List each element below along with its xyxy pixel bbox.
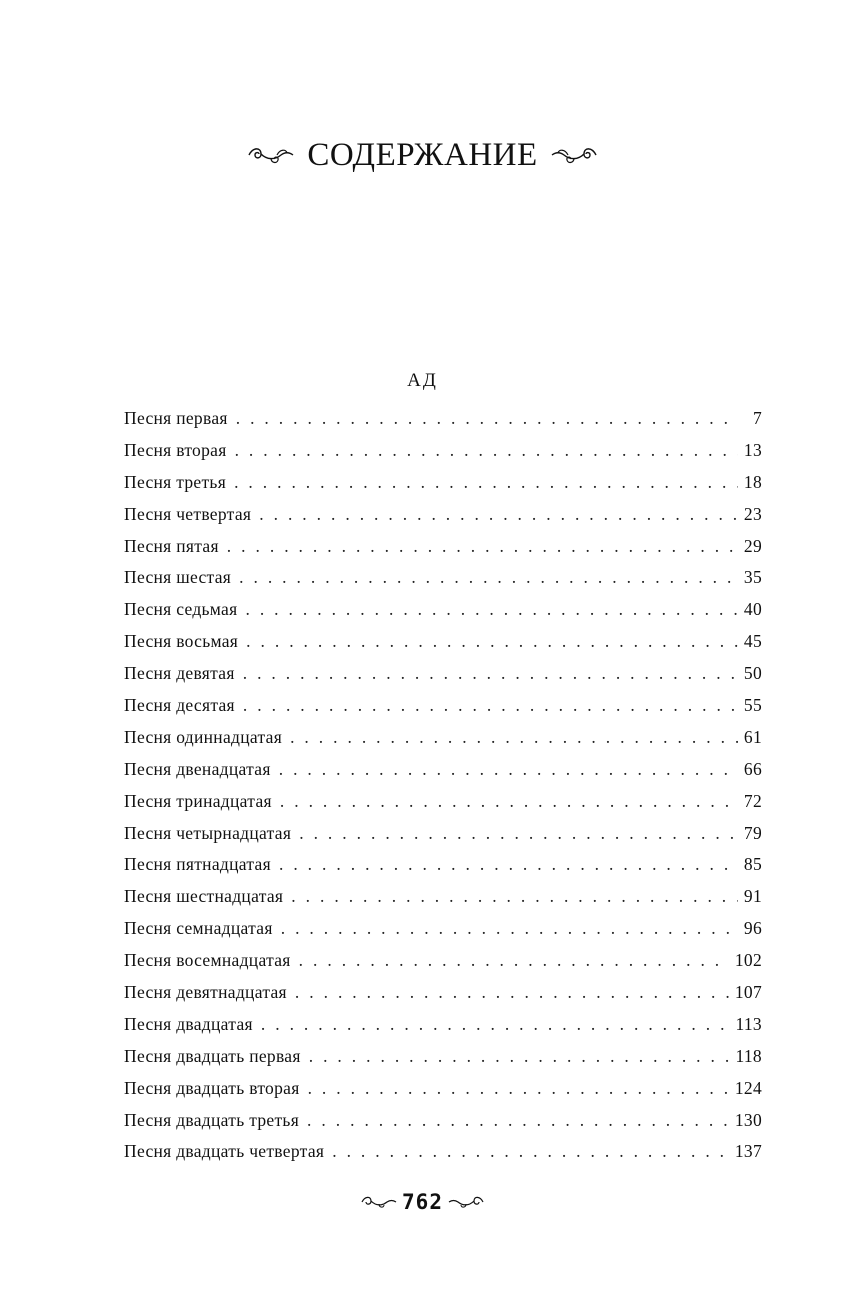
toc-entry-label: Песня двадцать вторая [124, 1077, 300, 1098]
toc-entry [124, 408, 762, 440]
dot-leader [246, 631, 738, 652]
toc-entry-page: 55 [743, 695, 762, 716]
toc-entry-label: Песня вторая [124, 439, 227, 460]
page-footer [0, 1190, 845, 1214]
toc-entry-label: Песня первая [124, 408, 228, 428]
toc-entry-page: 35 [743, 567, 762, 588]
toc-entry-label: Песня двадцать третья [124, 1109, 300, 1130]
toc-entry-label: Песня двадцатая [124, 1013, 253, 1034]
dot-leader [281, 918, 738, 939]
flourish-right-icon [550, 144, 598, 166]
toc-entry-label: Песня девятнадцатая [124, 982, 287, 1003]
dot-leader [332, 1141, 729, 1162]
folio-flourish-right-icon [447, 1194, 485, 1210]
toc-entry-label: Песня пятнадцатая [124, 854, 271, 875]
toc-entry-label: Песня семнадцатая [124, 918, 273, 939]
dot-leader [308, 1078, 729, 1099]
page-title: СОДЕРЖАНИЕ [307, 137, 538, 173]
toc-entry-label: Песня двенадцатая [124, 758, 271, 779]
toc-entry-page: 50 [743, 663, 762, 684]
toc-entry-page: 102 [734, 950, 762, 971]
toc-entry [124, 472, 762, 504]
section-title: АД [407, 370, 438, 391]
toc-entry-page: 72 [743, 790, 762, 811]
dot-leader [291, 886, 738, 907]
toc-entry-label: Песня одиннадцатая [124, 726, 283, 747]
dot-leader [235, 440, 738, 461]
page-number: 762 [402, 1190, 443, 1214]
toc-entry [124, 1110, 762, 1142]
toc-entry [124, 1046, 762, 1078]
dot-leader [227, 536, 738, 557]
toc-entry-label: Песня третья [124, 471, 227, 492]
toc-entry [124, 536, 762, 568]
toc-entry [124, 791, 762, 823]
toc-entry-page: 118 [735, 1045, 762, 1066]
toc-entry [124, 599, 762, 631]
dot-leader [243, 695, 738, 716]
toc-entry-page: 130 [734, 1109, 762, 1130]
toc-entry-page: 29 [743, 535, 762, 556]
toc-entry-page: 13 [743, 439, 762, 460]
toc-entry-label: Песня четвертая [124, 503, 252, 524]
toc-entry [124, 1078, 762, 1110]
toc-entry [124, 440, 762, 472]
folio-flourish-left-icon [360, 1194, 398, 1210]
dot-leader [280, 791, 738, 812]
toc-entry-page: 61 [743, 726, 762, 747]
toc-entry-page: 91 [743, 886, 762, 907]
toc-entry-label: Песня двадцать четвертая [124, 1141, 325, 1162]
toc-entry [124, 982, 762, 1014]
toc-entry [124, 631, 762, 663]
toc-entry [124, 759, 762, 791]
toc-entry-page: 107 [734, 982, 762, 1003]
dot-leader [299, 823, 738, 844]
toc-entry [124, 950, 762, 982]
dot-leader [290, 727, 738, 748]
toc-entry [124, 567, 762, 599]
table-of-contents [124, 408, 762, 1173]
toc-entry-label: Песня двадцать первая [124, 1045, 301, 1066]
dot-leader [309, 1046, 730, 1067]
dot-leader [239, 567, 738, 588]
toc-entry [124, 727, 762, 759]
dot-leader [299, 950, 729, 971]
dot-leader [307, 1110, 729, 1131]
toc-entry [124, 695, 762, 727]
dot-leader [234, 472, 738, 493]
toc-entry-label: Песня тринадцатая [124, 790, 272, 811]
toc-entry [124, 918, 762, 950]
toc-entry-label: Песня четырнадцатая [124, 822, 292, 843]
toc-entry [124, 504, 762, 536]
toc-entry-label: Песня восьмая [124, 631, 239, 652]
toc-entry-page: 18 [743, 471, 762, 492]
toc-entry-page: 23 [743, 503, 762, 524]
toc-entry-page: 45 [743, 631, 762, 652]
contents-heading [0, 132, 845, 178]
toc-entry [124, 1014, 762, 1046]
toc-entry-page: 124 [734, 1077, 762, 1098]
toc-entry-page: 66 [743, 758, 762, 779]
dot-leader [279, 854, 738, 875]
flourish-left-icon [247, 144, 295, 166]
dot-leader [236, 408, 738, 429]
toc-entry-label: Песня пятая [124, 535, 219, 556]
dot-leader [279, 759, 738, 780]
dot-leader [245, 599, 737, 620]
toc-entry-page: 113 [735, 1013, 762, 1034]
toc-entry [124, 886, 762, 918]
toc-entry-label: Песня десятая [124, 695, 235, 716]
toc-entry-page: 137 [734, 1141, 762, 1162]
toc-entry [124, 1141, 762, 1173]
toc-entry-label: Песня шестая [124, 567, 232, 588]
toc-entry [124, 823, 762, 855]
toc-entry-label: Песня девятая [124, 663, 235, 684]
toc-entry-page: 96 [743, 918, 762, 939]
dot-leader [259, 504, 738, 525]
toc-entry-page: 40 [743, 599, 762, 620]
toc-entry [124, 663, 762, 695]
toc-entry-label: Песня шестнадцатая [124, 886, 284, 907]
toc-entry-page: 7 [752, 408, 762, 428]
toc-entry-label: Песня седьмая [124, 599, 238, 620]
dot-leader [295, 982, 729, 1003]
toc-entry-label: Песня восемнадцатая [124, 950, 291, 971]
dot-leader [243, 663, 738, 684]
dot-leader [261, 1014, 730, 1035]
toc-entry-page: 79 [743, 822, 762, 843]
toc-entry-page: 85 [743, 854, 762, 875]
toc-entry [124, 854, 762, 886]
